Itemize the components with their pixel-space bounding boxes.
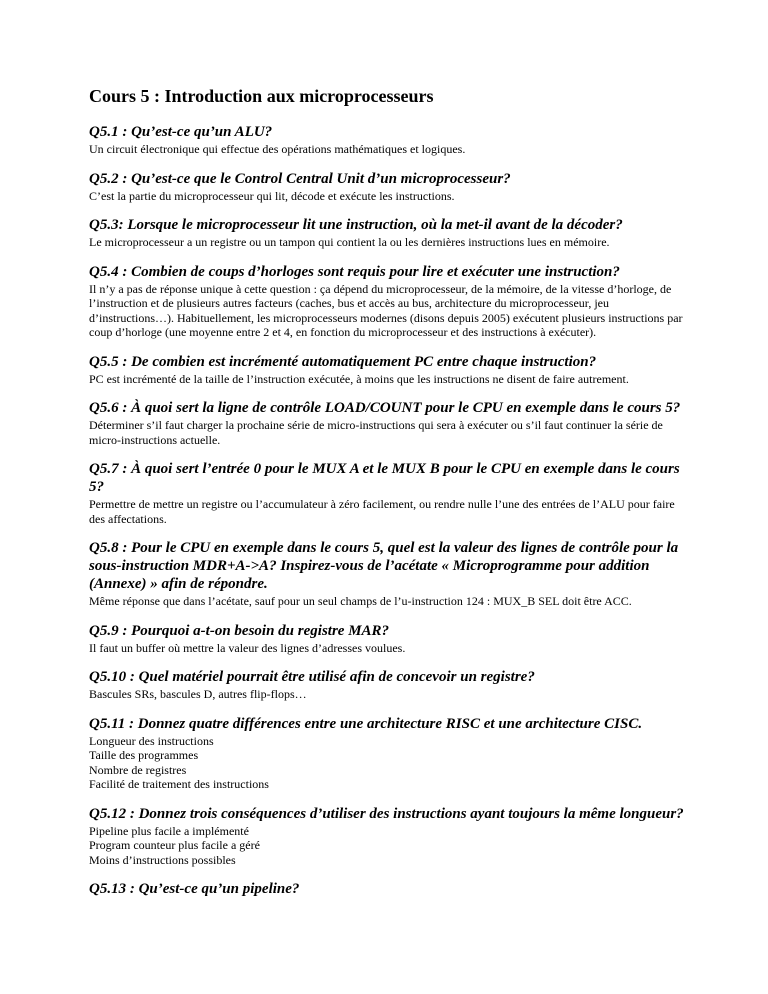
answer-text xyxy=(89,189,689,204)
answer-line: Bascules SRs, bascules D, autres flip-flops… xyxy=(89,687,307,701)
question-block xyxy=(89,715,689,792)
question-heading: Q5.11 : Donnez quatre différences entre une architecture RISC et une architecture CISC. xyxy=(89,715,643,732)
question-heading: Q5.7 : À quoi sert l’entrée 0 pour le MUX A et le MUX B pour le CPU en exemple dans le cours 5? xyxy=(89,461,680,495)
question-block xyxy=(89,805,689,868)
answer-line: Program counteur plus facile a géré xyxy=(89,838,260,852)
answer-line: Facilité de traitement des instructions xyxy=(89,777,269,791)
answer-text xyxy=(89,497,689,526)
answer-line: Permettre de mettre un registre ou l’accumulateur à zéro facilement, ou rendre nulle l’une des entrées de l’ALU pour faire des affectations. xyxy=(89,497,675,526)
question-heading: Q5.8 : Pour le CPU en exemple dans le cours 5, quel est la valeur des lignes de contrôle pour la sous-instruction MDR+A->A? Inspirez-vous de l’acétate « Microprogramme pour addition (Annexe) » afin de répondre. xyxy=(89,540,679,592)
answer-line: Nombre de registres xyxy=(89,762,187,777)
answer-text xyxy=(89,734,689,792)
answer-text xyxy=(89,594,689,609)
question-block xyxy=(89,668,689,702)
question-heading: Q5.13 : Qu’est-ce qu’un pipeline? xyxy=(89,881,300,897)
question-heading: Q5.10 : Quel matériel pourrait être utilisé afin de concevoir un registre? xyxy=(89,669,535,685)
question-block xyxy=(89,123,689,157)
question-block xyxy=(89,539,689,609)
answer-line: Il faut un buffer où mettre la valeur des lignes d’adresses voulues. xyxy=(89,640,406,655)
question-heading: Q5.12 : Donnez trois conséquences d’utiliser des instructions ayant toujours la même longueur? xyxy=(89,805,684,822)
question-heading: Q5.3: Lorsque le microprocesseur lit une instruction, où la met-il avant de la décoder? xyxy=(89,217,623,233)
answer-text xyxy=(89,235,689,250)
answer-line: Même réponse que dans l’acétate, sauf pour un seul champs de l’u-instruction 124 : MUX_B SEL doit être ACC. xyxy=(89,594,632,608)
answer-text xyxy=(89,824,689,868)
question-list xyxy=(89,123,689,898)
question-block xyxy=(89,216,689,250)
answer-line: Taille des programmes xyxy=(89,748,199,762)
answer-line: C’est la partie du microprocesseur qui lit, décode et exécute les instructions. xyxy=(89,188,455,203)
answer-text xyxy=(89,142,689,157)
question-block xyxy=(89,263,689,340)
document-page xyxy=(89,85,689,911)
answer-line: PC est incrémenté de la taille de l’instruction exécutée, à moins que les instructions ne disent de faire autrement. xyxy=(89,371,629,386)
question-block xyxy=(89,880,689,898)
question-heading: Q5.9 : Pourquoi a-t-on besoin du registre MAR? xyxy=(89,622,390,639)
answer-line: Longueur des instructions xyxy=(89,733,214,748)
answer-line: Moins d’instructions possibles xyxy=(89,852,236,867)
question-heading: Q5.6 : À quoi sert la ligne de contrôle LOAD/COUNT pour le CPU en exemple dans le cours 5? xyxy=(89,400,681,416)
question-heading: Q5.2 : Qu’est-ce que le Control Central Unit d’un microprocesseur? xyxy=(89,170,511,187)
answer-line: Il n’y a pas de réponse unique à cette question : ça dépend du microprocesseur, de la mémoire, de la vitesse d’horloge, de l’instruction et de plusieurs autres facteurs (caches, bus et accès au bus, architecture du microprocesseur, jeu d’instructions…). Habituellement, les microprocesseurs modernes (disons depuis 2005) exécutent plusieurs instructions par coup d’horloge (une moyenne entre 2 et 4, en fonction du microprocesseur et des instructions à exécuter). xyxy=(89,281,683,339)
question-block xyxy=(89,170,689,204)
question-block xyxy=(89,399,689,447)
answer-text xyxy=(89,282,689,340)
answer-line: Déterminer s’il faut charger la prochaine série de micro-instructions qui sera à exécuter ou s’il faut continuer la série de micro-instructions actuelle. xyxy=(89,418,663,447)
question-heading: Q5.4 : Combien de coups d’horloges sont requis pour lire et exécuter une instruction? xyxy=(89,263,620,280)
question-heading: Q5.5 : De combien est incrémenté automatiquement PC entre chaque instruction? xyxy=(89,353,597,370)
page-title: Cours 5 : Introduction aux microprocesseurs xyxy=(89,86,434,106)
answer-text xyxy=(89,372,689,387)
answer-text xyxy=(89,418,689,447)
answer-line: Un circuit électronique qui effectue des opérations mathématiques et logiques. xyxy=(89,142,466,156)
question-block xyxy=(89,622,689,656)
answer-line: Pipeline plus facile a implémenté xyxy=(89,823,249,838)
question-block xyxy=(89,353,689,387)
answer-text xyxy=(89,687,689,702)
question-block xyxy=(89,460,689,526)
answer-line: Le microprocesseur a un registre ou un tampon qui contient la ou les dernières instructions lues en mémoire. xyxy=(89,235,610,249)
answer-text xyxy=(89,641,689,656)
question-heading: Q5.1 : Qu’est-ce qu’un ALU? xyxy=(89,124,273,140)
